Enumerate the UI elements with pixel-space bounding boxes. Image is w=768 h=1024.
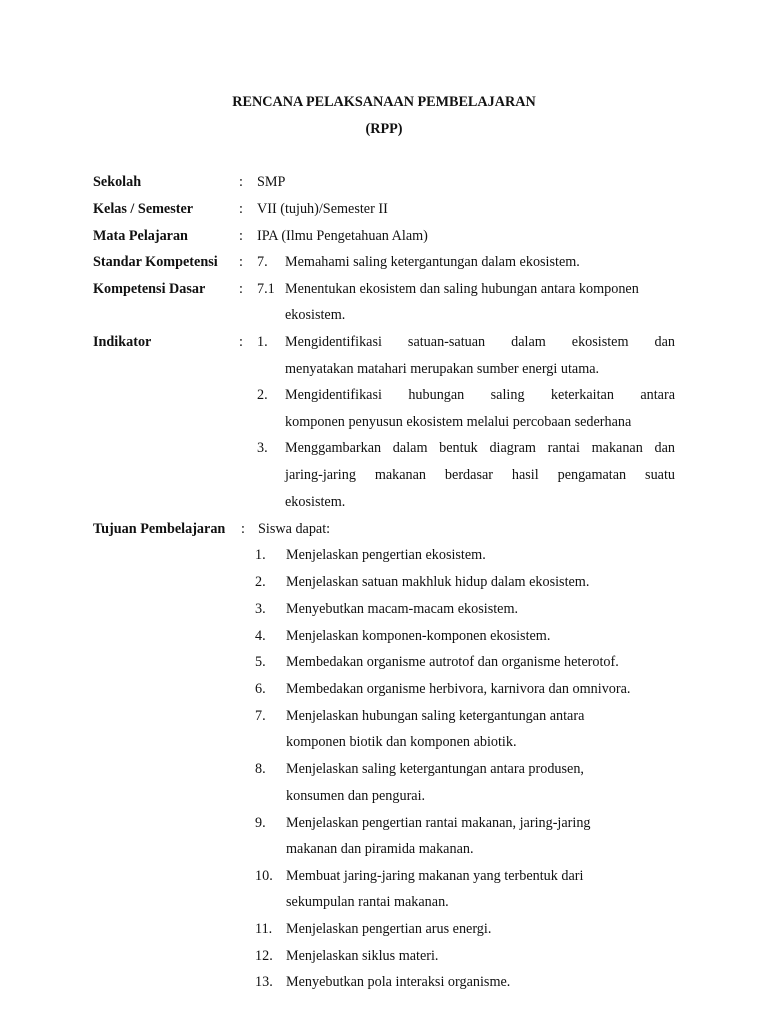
indikator-item-line: Mengidentifikasi satuan-satuan dalam ekosistem dan [285, 334, 675, 350]
field-value: Memahami saling ketergantungan dalam ekosistem. [285, 254, 580, 270]
tujuan-item-line: Menjelaskan pengertian ekosistem. [286, 547, 486, 563]
item-number: 11. [255, 921, 273, 937]
item-number: 4. [255, 628, 266, 644]
item-number: 1. [257, 334, 268, 350]
field-value-line: ekosistem. [285, 307, 346, 323]
tujuan-intro: Siswa dapat: [258, 521, 331, 537]
item-number: 7. [257, 254, 268, 270]
item-number: 2. [257, 387, 268, 403]
indikator-item-line: ekosistem. [285, 494, 346, 510]
item-number: 9. [255, 815, 266, 831]
item-number: 7. [255, 708, 266, 724]
tujuan-item-line: Menjelaskan satuan makhluk hidup dalam ekosistem. [286, 574, 590, 590]
field-colon: : [239, 174, 243, 190]
document-subtitle: (RPP) [365, 121, 403, 137]
field-label: Sekolah [93, 174, 142, 190]
field-value-line: Menentukan ekosistem dan saling hubungan antara komponen [285, 281, 639, 297]
item-number: 3. [255, 601, 266, 617]
tujuan-item-line: komponen biotik dan komponen abiotik. [286, 734, 517, 750]
tujuan-item-line: Menjelaskan komponen-komponen ekosistem. [286, 628, 551, 644]
item-number: 8. [255, 761, 266, 777]
tujuan-item-line: Membedakan organisme autrotof dan organisme heterotof. [286, 654, 619, 670]
tujuan-item-line: Menyebutkan pola interaksi organisme. [286, 974, 511, 990]
item-number: 13. [255, 974, 273, 990]
tujuan-item-line: konsumen dan pengurai. [286, 788, 426, 804]
item-number: 12. [255, 948, 273, 964]
item-number: 10. [255, 868, 273, 884]
tujuan-item-line: sekumpulan rantai makanan. [286, 894, 449, 910]
indikator-item-line: komponen penyusun ekosistem melalui percobaan sederhana [285, 414, 632, 430]
item-number: 1. [255, 547, 266, 563]
document-title: RENCANA PELAKSANAAN PEMBELAJARAN [232, 94, 536, 110]
field-colon: : [241, 521, 245, 537]
field-colon: : [239, 334, 243, 350]
field-colon: : [239, 228, 243, 244]
indikator-item-line: jaring-jaring makanan berdasar hasil pengamatan suatu [285, 467, 675, 483]
field-colon: : [239, 201, 243, 217]
tujuan-item-line: makanan dan piramida makanan. [286, 841, 474, 857]
field-label: Mata Pelajaran [93, 228, 188, 244]
field-colon: : [239, 254, 243, 270]
tujuan-item-line: Menjelaskan pengertian rantai makanan, jaring-jaring [286, 815, 591, 831]
field-label: Standar Kompetensi [93, 254, 218, 270]
item-number: 5. [255, 654, 266, 670]
indikator-item-line: menyatakan matahari merupakan sumber energi utama. [285, 361, 600, 377]
indikator-item-line: Menggambarkan dalam bentuk diagram rantai makanan dan [285, 440, 675, 456]
item-number: 7.1 [257, 281, 275, 297]
section-label-indikator: Indikator [93, 334, 152, 350]
tujuan-item-line: Menyebutkan macam-macam ekosistem. [286, 601, 519, 617]
tujuan-item-line: Menjelaskan hubungan saling ketergantungan antara [286, 708, 585, 724]
tujuan-item-line: Menjelaskan pengertian arus energi. [286, 921, 492, 937]
field-value: IPA (Ilmu Pengetahuan Alam) [257, 228, 428, 244]
tujuan-item-line: Menjelaskan saling ketergantungan antara produsen, [286, 761, 584, 777]
field-label: Kelas / Semester [93, 201, 194, 217]
section-label-tujuan: Tujuan Pembelajaran [93, 521, 226, 537]
tujuan-item-line: Menjelaskan siklus materi. [286, 948, 439, 964]
field-value: VII (tujuh)/Semester II [257, 201, 388, 217]
tujuan-item-line: Membedakan organisme herbivora, karnivora dan omnivora. [286, 681, 631, 697]
field-value: SMP [257, 174, 286, 190]
indikator-item-line: Mengidentifikasi hubungan saling keterkaitan antara [285, 387, 675, 403]
item-number: 6. [255, 681, 266, 697]
item-number: 2. [255, 574, 266, 590]
item-number: 3. [257, 440, 268, 456]
field-colon: : [239, 281, 243, 297]
tujuan-item-line: Membuat jaring-jaring makanan yang terbentuk dari [286, 868, 584, 884]
field-label: Kompetensi Dasar [93, 281, 206, 297]
